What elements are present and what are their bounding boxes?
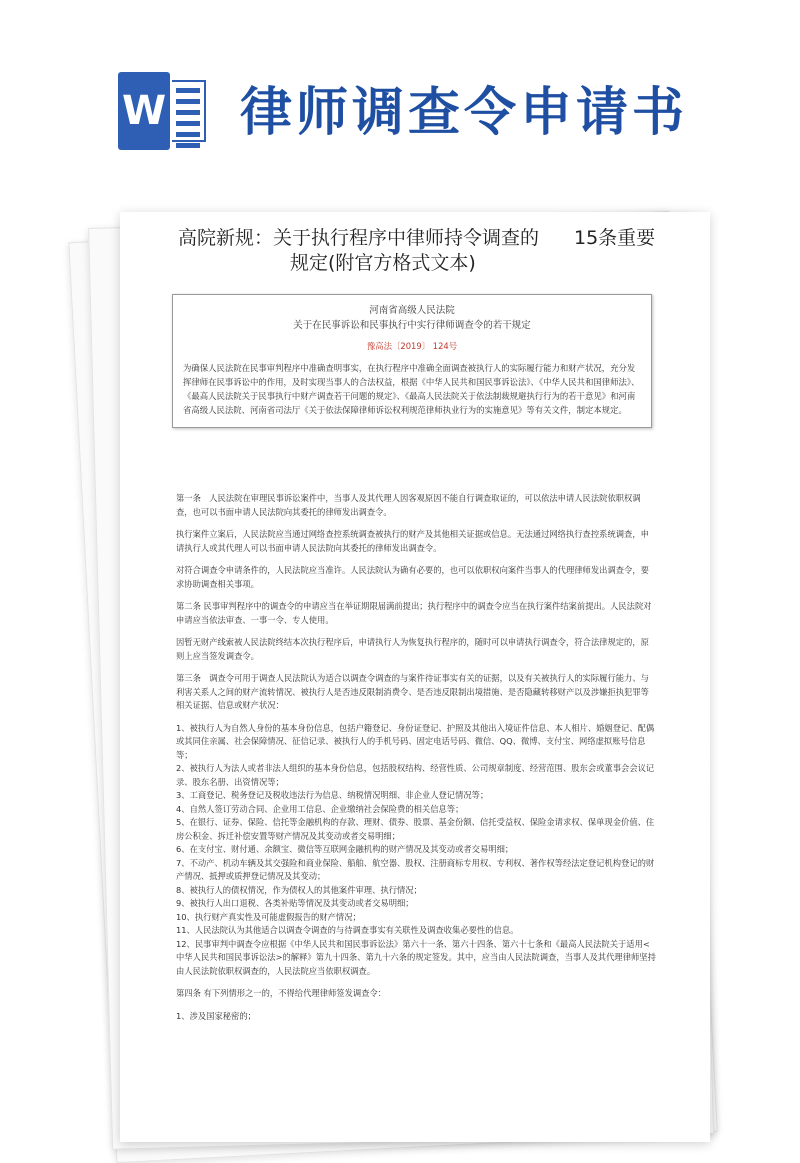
document-body xyxy=(176,492,656,1023)
paragraph: 执行案件立案后，人民法院应当通过网络查控系统调查被执行的财产及其他相关证据或信息。无法通过网络执行查控系统调查，申请执行人或其代理人可以书面申请人民法院向其委托的律师发出调查令。 xyxy=(176,529,649,553)
list-item: 11、人民法院认为其他适合以调查令调查的与待调查事实有关联性及调查收集必要性的信息。 xyxy=(176,925,519,935)
document-page xyxy=(120,212,710,1142)
list-item: 6、在支付宝、财付通、余额宝、微信等互联网金融机构的财产情况及其变动或者交易明细； xyxy=(176,844,514,854)
word-logo-letter: W xyxy=(118,72,170,150)
list-item: 10、执行财产真实性及可能虚假报告的财产情况； xyxy=(176,911,361,922)
article-four-item: 1、涉及国家秘密的； xyxy=(176,1010,256,1021)
paragraph: 第二条 民事审判程序中的调查令的申请应当在举证期限届满前提出；执行程序中的调查令应当在执行案件结案前提出。人民法院对申请应当依法审查、一事一令、专人使用。 xyxy=(176,601,652,625)
paragraph: 第一条 人民法院在审理民事诉讼案件中，当事人及其代理人因客观原因不能自行调查取证的，可以依法申请人民法院依职权调查，也可以书面申请人民法院向其委托的律师发出调查令。 xyxy=(176,493,641,517)
list-item: 1、被执行人为自然人身份的基本身份信息，包括户籍登记、身份证登记、护照及其他出入境证件信息、本人相片、婚姻登记、配偶或其同住亲属、社会保障情况、征信记录、被执行人的手机号码、固定电话号码、微信、QQ、微博、支付宝、网络虚拟账号信息等； xyxy=(176,722,655,760)
list-item: 5、在银行、证券、保险、信托等金融机构的存款、理财、债券、股票、基金份额、信托受益权、保险金请求权、保单现金价值、住房公积金、拆迁补偿安置等财产情况及其变动或者交易明细； xyxy=(176,817,655,841)
list-item: 7、不动产、机动车辆及其交强险和商业保险、船舶、航空器、股权、注册商标专用权、专利权、著作权等经法定登记机构登记的财产情况、抵押或质押登记情况及其变动； xyxy=(176,857,655,881)
rule-title: 关于在民事诉讼和民事执行中实行律师调查令的若干规定 xyxy=(293,320,531,331)
document-number: 豫高法〔2019〕 124号 xyxy=(366,341,458,351)
word-document-icon xyxy=(118,72,208,150)
paragraph: 对符合调查令申请条件的，人民法院应当准许。人民法院认为确有必要的，也可以依职权向案件当事人的代理律师发出调查令，要求协助调查相关事项。 xyxy=(176,565,649,589)
paragraph: 因暂无财产线索被人民法院终结本次执行程序后，申请执行人为恢复执行程序的，随时可以申请执行调查令，符合法律规定的，原则上应当签发调查令。 xyxy=(176,637,649,661)
investigation-items-list xyxy=(176,722,656,979)
notice-preamble: 为确保人民法院在民事审判程序中准确查明事实，在执行程序中准确全面调查被执行人的实际履行能力和财产状况，充分发挥律师在民事诉讼中的作用，及时实现当事人的合法权益，根据《中华人民共和国民事诉讼法》、《中华人民共和国律师法》、《最高人民法院关于民事执行中财产调查若干问题的规定》、《最高人民法院关于依法制裁规避执行行为的若干意见》和河南省高级人民法院、河南省司法厅《关于依法保障律师诉讼权利规范律师执业行为的实施意见》等有关文件，制定本规定。 xyxy=(183,363,640,415)
list-item: 4、自然人签订劳动合同、企业用工信息、企业缴纳社会保险费的相关信息等； xyxy=(176,803,464,814)
list-item: 2、被执行人为法人或者非法人组织的基本身份信息，包括股权结构、经营性质、公司规章制度、经营范围、股东会或董事会会议记录、股东名册、出资情况等； xyxy=(176,763,655,787)
word-lines-icon xyxy=(172,80,206,142)
article-four: 第四条 有下列情形之一的，不得给代理律师签发调查令： xyxy=(176,988,387,998)
list-item: 3、工商登记、税务登记及税收违法行为信息、纳税情况明细、非企业人登记情况等； xyxy=(176,790,489,800)
court-name: 河南省高级人民法院 xyxy=(369,305,455,316)
document-title xyxy=(178,226,680,276)
list-item: 12、民事审判中调查令应根据《中华人民共和国民事诉讼法》第六十一条、第六十四条、第六十七条和《最高人民法院关于适用<中华人民共和国民事诉讼法>的解释》第九十四条、第九十六条的规定签发。其中，应当由人民法院调查，当事人及其代理律师坚持由人民法院依职权调查的，人民法院应当依职权调查。 xyxy=(176,938,656,976)
document-title-line2: 规定(附官方格式文本) xyxy=(290,252,476,274)
document-title-line1-tail: 15条重要 xyxy=(574,227,656,249)
page-title: 律师调查令申请书 xyxy=(240,83,689,143)
paragraph: 第三条 调查令可用于调查人民法院认为适合以调查令调查的与案件待证事实有关的证据，以及有关被执行人的实际履行能力、与利害关系人之间的财产流转情况、被执行人是否违反限制消费令、是否违反限制出境措施、是否隐藏转移财产以及涉嫌拒执犯罪等相关证据、信息或财产状况： xyxy=(176,673,649,710)
header-banner xyxy=(0,0,800,200)
list-item: 8、被执行人的债权情况，作为债权人的其他案件审理、执行情况； xyxy=(176,884,422,895)
list-item: 9、被执行人出口退税、各类补贴等情况及其变动或者交易明细； xyxy=(176,898,414,908)
notice-box xyxy=(172,294,652,428)
document-title-line1: 高院新规：关于执行程序中律师持令调查的 xyxy=(178,227,540,249)
